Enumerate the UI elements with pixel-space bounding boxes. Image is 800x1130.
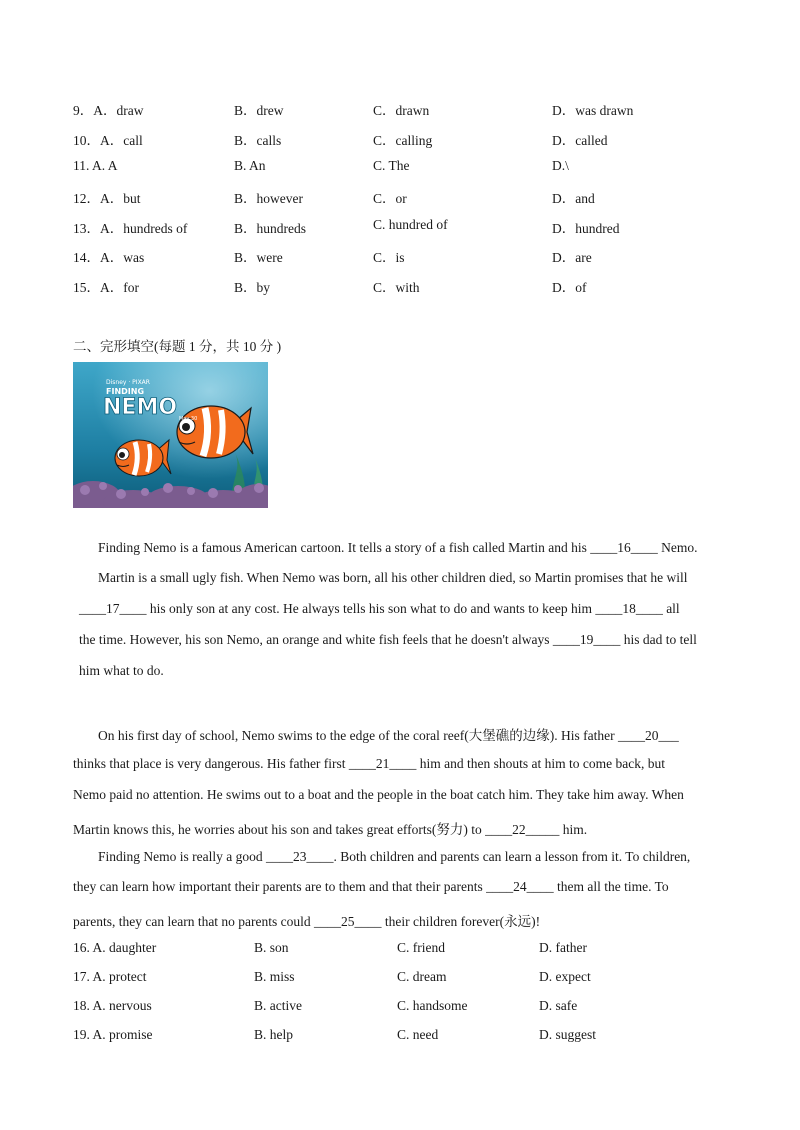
option-a: 12．A．but — [73, 191, 141, 206]
option-d: D．called — [552, 133, 608, 148]
option-d: D.\ — [552, 158, 569, 173]
finding-nemo-poster — [73, 362, 268, 508]
option-c: C. friend — [397, 940, 445, 955]
passage-line: Finding Nemo is really a good ____23____. Both children and parents can learn a lesson from it. To children, — [98, 849, 691, 864]
question-16-options — [0, 940, 800, 960]
poster-title: NEMO — [103, 395, 178, 420]
question-13-options — [0, 217, 800, 237]
option-a: 11. A. A — [73, 158, 118, 173]
option-d: D. father — [539, 940, 587, 955]
option-c: C．is — [373, 250, 405, 265]
question-14-options — [0, 246, 800, 266]
option-b: B．drew — [234, 103, 284, 118]
question-9-options — [0, 99, 800, 119]
option-d: D. suggest — [539, 1027, 596, 1042]
option-c: C．or — [373, 191, 407, 206]
option-b: B．hundreds — [234, 221, 306, 236]
passage-line: Martin knows this, he worries about his son and takes great efforts(努力) to ____22_____ him. — [73, 822, 588, 837]
passage-line: Martin is a small ugly fish. When Nemo was born, all his other children died, so Martin promises that he will — [98, 570, 688, 585]
option-c: C. The — [373, 158, 410, 173]
option-a: 17. A. protect — [73, 969, 147, 984]
option-a: 13．A．hundreds of — [73, 221, 188, 236]
option-b: B．by — [234, 280, 271, 295]
question-19-options — [0, 1027, 800, 1047]
option-d: D．hundred — [552, 221, 620, 236]
option-a: 18. A. nervous — [73, 998, 152, 1013]
option-a: 19. A. promise — [73, 1027, 153, 1042]
option-c: C. dream — [397, 969, 447, 984]
passage-line: thinks that place is very dangerous. His father first ____21____ him and then shouts at him to come back, but — [73, 756, 666, 771]
option-b: B．calls — [234, 133, 282, 148]
option-c: C．with — [373, 280, 420, 295]
option-a: 10．A．call — [73, 133, 143, 148]
option-b: B. son — [254, 940, 289, 955]
passage-line: Nemo paid no attention. He swims out to a boat and the people in the boat catch him. They take him away. When — [73, 787, 684, 802]
passage-line: the time. However, his son Nemo, an orange and white fish feels that he doesn't always ____19____ his dad to tell — [79, 632, 697, 647]
option-b: B. help — [254, 1027, 293, 1042]
option-b: B．were — [234, 250, 283, 265]
question-18-options — [0, 998, 800, 1018]
option-c: C．calling — [373, 133, 433, 148]
poster-date: May 30 — [179, 416, 198, 422]
poster-finding: FINDING — [106, 387, 145, 396]
option-d: D．and — [552, 191, 595, 206]
option-d: D．of — [552, 280, 587, 295]
option-d: D．was drawn — [552, 103, 634, 118]
passage-line: they can learn how important their parents are to them and that their parents ____24____ them all the time. To — [73, 879, 669, 894]
question-17-options — [0, 969, 800, 989]
option-c: C. hundred of — [373, 217, 448, 232]
passage-line: Finding Nemo is a famous American cartoon. It tells a story of a fish called Martin and his ____16____ Nemo. — [98, 540, 698, 555]
option-d: D．are — [552, 250, 592, 265]
passage-line: parents, they can learn that no parents could ____25____ their children forever(永远)! — [73, 914, 541, 929]
section-title: 二、完形填空(每题 1 分，共 10 分 ) — [73, 339, 282, 354]
option-a: 15．A．for — [73, 280, 139, 295]
option-a: 14．A．was — [73, 250, 145, 265]
option-c: C. handsome — [397, 998, 468, 1013]
question-11-options — [0, 158, 800, 178]
question-12-options — [0, 187, 800, 207]
option-c: C. need — [397, 1027, 439, 1042]
passage-line: ____17____ his only son at any cost. He always tells his son what to do and wants to keep him ____18____ all — [79, 601, 680, 616]
option-a: 9．A．draw — [73, 103, 144, 118]
question-15-options — [0, 276, 800, 296]
question-10-options — [0, 129, 800, 149]
passage-line: him what to do. — [79, 663, 164, 678]
option-c: C．drawn — [373, 103, 430, 118]
option-b: B. An — [234, 158, 266, 173]
option-b: B. miss — [254, 969, 295, 984]
option-d: D. expect — [539, 969, 591, 984]
poster-brand: Disney · PIXAR — [106, 379, 150, 386]
option-b: B．however — [234, 191, 303, 206]
option-d: D. safe — [539, 998, 578, 1013]
option-a: 16. A. daughter — [73, 940, 157, 955]
passage-line: On his first day of school, Nemo swims to the edge of the coral reef(大堡礁的边缘). His father ____20___ — [98, 728, 679, 743]
option-b: B. active — [254, 998, 302, 1013]
